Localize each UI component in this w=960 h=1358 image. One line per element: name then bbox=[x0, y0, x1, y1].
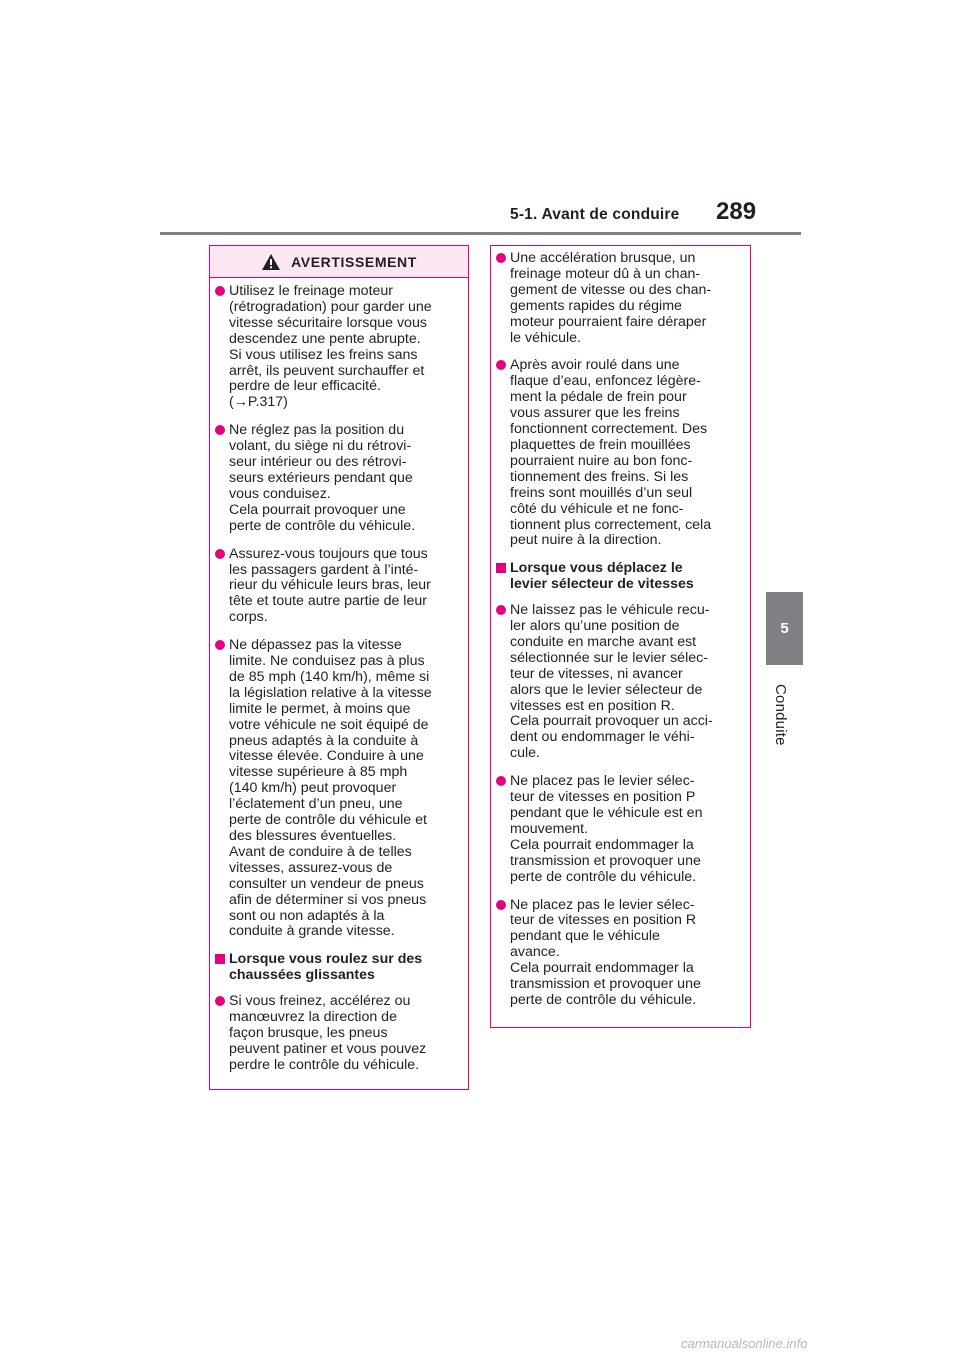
bullet-icon bbox=[215, 286, 225, 296]
bullet-icon bbox=[496, 605, 506, 615]
page-number: 289 bbox=[716, 198, 757, 225]
list-item bbox=[215, 423, 462, 534]
warning-list-right bbox=[491, 246, 750, 1009]
warning-triangle-icon bbox=[261, 253, 281, 271]
bullet-icon bbox=[496, 900, 506, 910]
list-item bbox=[496, 898, 744, 1009]
item-text: Ne réglez pas la position du volant, du siège ni du rétrovi- seur intérieur ou des rétrovi- seurs extérieurs pendant que vous conduisez. Cela pourrait provoquer une perte de contrôle du véhicule. bbox=[229, 422, 416, 534]
item-text: Ne laissez pas le véhicule recu- ler alors qu’une position de conduite en marche avant est sélectionnée sur le levier sélec- teur de vitesses, ni avancer alors que le levier sélecteur de vitesses est en position R. Cela pourrait provoquer un acci- dent ou endommager le véhi- cule. bbox=[510, 602, 713, 762]
item-text: Ne placez pas le levier sélec- teur de vitesses en position P pendant que le véhicule est en mouvement. Cela pourrait endommager la transmission et provoquer une perte de contrôle du véhicule. bbox=[510, 773, 703, 885]
heading-text: Lorsque vous déplacez le levier sélecteur de vitesses bbox=[510, 560, 694, 593]
bullet-icon bbox=[215, 549, 225, 559]
warning-box-left bbox=[209, 245, 469, 1090]
item-text: Une accélération brusque, un freinage moteur dû à un chan- gement de vitesse ou des chan- gements rapides du régime moteur pourraient faire déraper le véhicule. bbox=[510, 250, 712, 346]
bullet-icon bbox=[496, 360, 506, 370]
warning-title: AVERTISSEMENT bbox=[291, 253, 417, 270]
list-item bbox=[496, 251, 744, 346]
list-item bbox=[215, 994, 462, 1074]
warning-box-right bbox=[490, 245, 751, 1028]
square-bullet-icon bbox=[215, 954, 225, 964]
list-item bbox=[496, 774, 744, 885]
bullet-icon bbox=[496, 776, 506, 786]
bullet-icon bbox=[215, 425, 225, 435]
list-item bbox=[215, 638, 462, 940]
header-divider bbox=[160, 232, 801, 235]
item-text: Utilisez le freinage moteur (rétrogradation) pour garder une vitesse sécuritaire lorsque vous descendez une pente abrupte. Si vous utilisez les freins sans arrêt, ils peuvent surchauffer et perdre de leur efficacité. (→P.317) bbox=[229, 283, 432, 411]
list-item bbox=[496, 603, 744, 762]
bullet-icon bbox=[215, 640, 225, 650]
site-watermark: carmanualsonline.info bbox=[681, 1336, 808, 1351]
list-item bbox=[215, 284, 462, 411]
heading-text: Lorsque vous roulez sur des chaussées glissantes bbox=[229, 951, 423, 984]
section-title: 5-1. Avant de conduire bbox=[510, 206, 680, 223]
subsection-heading bbox=[215, 952, 462, 984]
item-text: Ne dépassez pas la vitesse limite. Ne conduisez pas à plus de 85 mph (140 km/h), même si la législation relative à la vitesse limite le permet, à moins que votre véhicule ne soit équipé de pneus adaptés à la conduite à vitesse élevée. Conduire à une vitesse supérieure à 85 mph (140 km/h) peut provoquer l’éclatement d’un pneu, une perte de contrôle du véhicule et des blessures éventuelles. Avant de conduire à de telles vitesses, assurez-vous de consulter un vendeur de pneus afin de déterminer si vos pneus sont ou non adaptés à la conduite à grande vitesse. bbox=[229, 637, 432, 940]
bullet-icon bbox=[496, 253, 506, 263]
subsection-heading bbox=[496, 561, 744, 593]
chapter-tab[interactable] bbox=[766, 592, 803, 665]
list-item bbox=[215, 547, 462, 627]
chapter-number: 5 bbox=[780, 620, 789, 637]
chapter-label: Conduite bbox=[772, 684, 789, 746]
item-text: Assurez-vous toujours que tous les passagers gardent à l’inté- rieur du véhicule leurs bras, leur tête et toute autre partie de leur corps. bbox=[229, 545, 431, 626]
bullet-icon bbox=[215, 996, 225, 1006]
warning-list-left bbox=[210, 278, 468, 1074]
item-text: Ne placez pas le levier sélec- teur de vitesses en position R pendant que le véhicule avance. Cela pourrait endommager la transmission et provoquer une perte de contrôle du véhicule. bbox=[510, 896, 701, 1008]
list-item bbox=[496, 358, 744, 549]
item-text: Si vous freinez, accélérez ou manœuvrez la direction de façon brusque, les pneus peuvent patiner et vous pouvez perdre le contrôle du véhicule. bbox=[229, 993, 427, 1073]
warning-header bbox=[210, 246, 468, 278]
item-text: Après avoir roulé dans une flaque d’eau, enfoncez légère- ment la pédale de frein pour vous assurer que les freins fonctionnent correctement. Des plaquettes de frein mouillées pourraient nuire au bon fonc- tionnement des freins. Si les freins sont mouillés d’un seul côté du véhicule et ne fonc- tionnent plus correctement, cela peut nuire à la direction. bbox=[510, 357, 712, 549]
square-bullet-icon bbox=[496, 563, 506, 573]
